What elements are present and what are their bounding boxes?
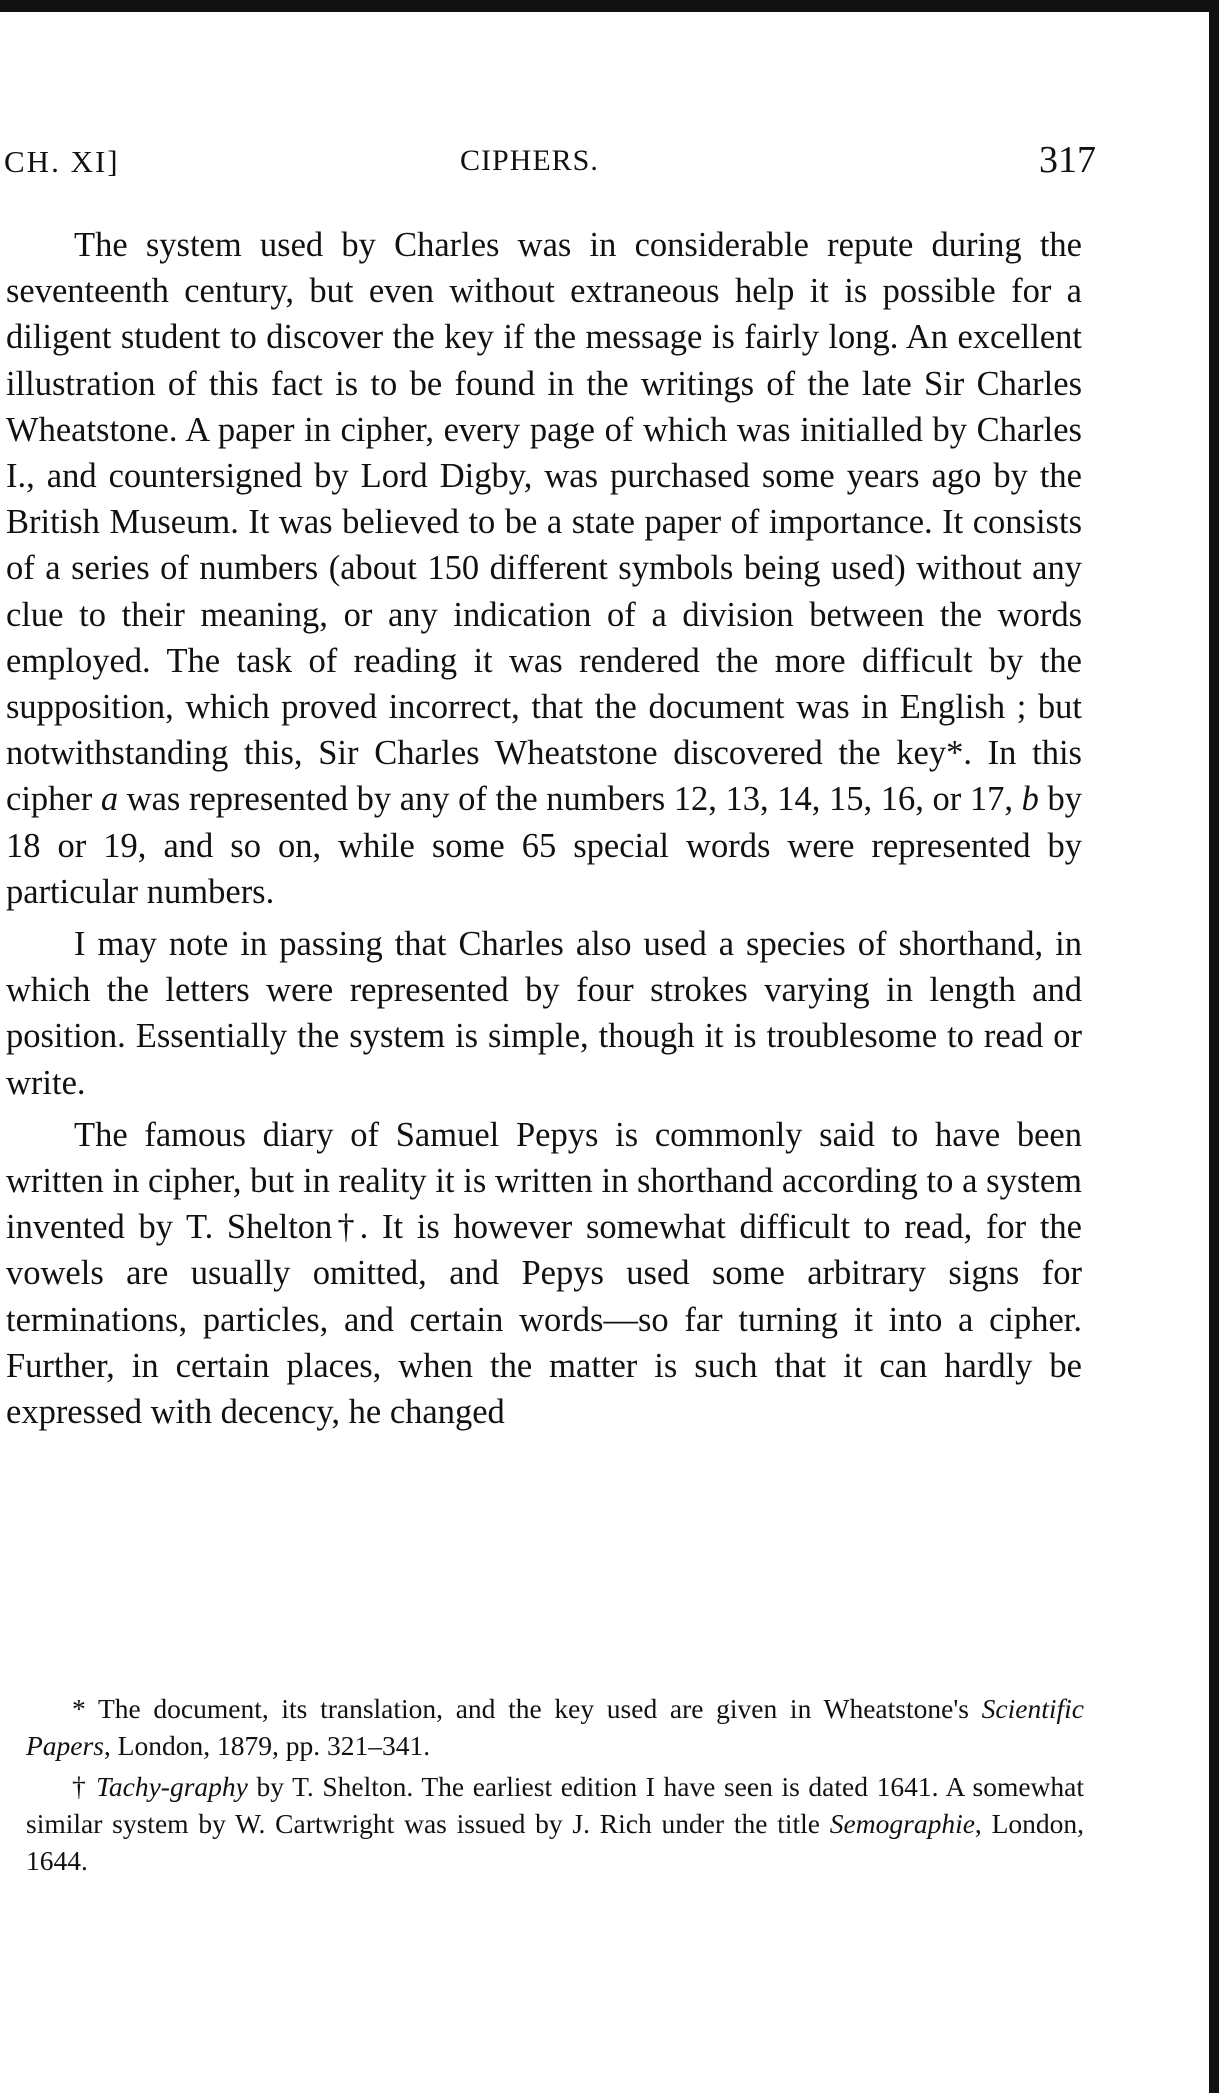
chapter-label: CH. XI] (4, 144, 120, 179)
footnote-1-italic: Scientific Papers (26, 1693, 1084, 1761)
paragraph-1-text-e: by 18 or 19, and so on, while some 65 special words were represented by particular numbers. (6, 780, 1083, 911)
paragraph-1-text-c: was represented by any of the numbers 12, 13, 14, 15, 16, or 17, (118, 780, 1022, 819)
footnote-2 (26, 1768, 1084, 1879)
scan-border-top (0, 0, 1219, 12)
paragraph-3: The famous diary of Samuel Pepys is commonly said to have been written in cipher, but in reality it is written in shorthand according to a system invented by T. Shelton†. It is however somewhat difficult to read, for the vowels are usually omitted, and Pepys used some arbitrary signs for terminations, particles, and certain words—so far turning it into a cipher. Further, in certain places, when the matter is such that it can hardly be expressed with decency, he changed (6, 1115, 1082, 1432)
scan-border-right (1209, 10, 1219, 2093)
paragraph-1-italic-a: a (100, 780, 119, 819)
main-text (6, 222, 1082, 1441)
running-title: CIPHERS. (460, 144, 599, 177)
footnotes (26, 1690, 1084, 1883)
footnote-2-text-e: , London, 1644. (26, 1808, 1084, 1876)
footnote-1-text-c: , London, 1879, pp. 321–341. (103, 1730, 431, 1761)
running-header (4, 138, 1096, 186)
footnote-2-italic-a: Tachy-graphy (96, 1771, 248, 1802)
paragraph-1-italic-b: b (1021, 780, 1039, 819)
footnote-2-dagger: † (72, 1771, 97, 1802)
footnote-1-text-a: * The document, its translation, and the key used are given in Wheatstone's (72, 1693, 982, 1724)
footnote-1 (26, 1690, 1084, 1764)
paragraph-1 (6, 222, 1082, 915)
footnote-2-text-c: by T. Shelton. The earliest edition I have seen is dated 1641. A somewhat similar system by W. Cartwright was issued by J. Rich under the title (26, 1771, 1085, 1839)
paragraph-2: I may note in passing that Charles also used a species of shorthand, in which the letters were represented by four strokes varying in length and position. Essentially the system is simple, though it is troublesome to read or write. (6, 925, 1082, 1102)
page-number: 317 (1039, 139, 1096, 181)
paragraph-1-text-a: The system used by Charles was in considerable repute during the seventeenth century, but even without extraneous help it is possible for a diligent student to discover the key if the message is fairly long. An excellent illustration of this fact is to be found in the writings of the late Sir Charles Wheatstone. A paper in cipher, every page of which was initialled by Charles I., and countersigned by Lord Digby, was purchased some years ago by the British Museum. It was believed to be a state paper of importance. It consists of a series of numbers (about 150 different symbols being used) without any clue to their meaning, or any indication of a division between the words employed. The task of reading it was rendered the more difficult by the supposition, which proved incorrect, that the document was in English ; but notwithstanding this, Sir Charles Wheatstone discovered the key*. In this cipher (6, 226, 1082, 819)
footnote-2-italic-b: Semographie (829, 1808, 975, 1839)
